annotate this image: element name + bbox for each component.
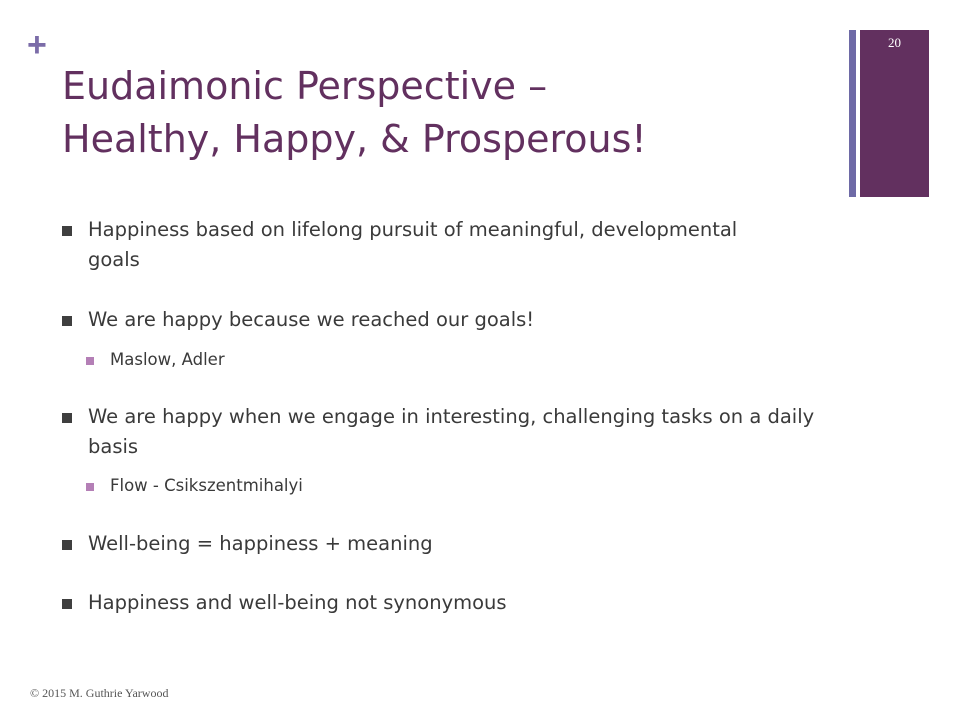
bullet-item: We are happy because we reached our goals! [88,308,535,331]
title-line-1: Eudaimonic Perspective – [62,64,548,108]
bullet-marker [62,316,72,326]
bullet-item: Happiness based on lifelong pursuit of meaningful, developmental goals [88,218,738,271]
page-number: 20 [888,35,901,50]
bullet-marker [62,226,72,236]
bullet-marker [62,540,72,550]
decorative-accent-bar [860,30,929,197]
bullet-item: Well-being = happiness + meaning [88,532,433,555]
bullet-marker [62,413,72,423]
plus-icon: + [27,26,47,64]
sub-bullet-marker [86,483,94,491]
bullet-item: Happiness and well-being not synonymous [88,591,507,614]
bullet-item: We are happy when we engage in interesting, challenging tasks on a daily basis [88,405,815,458]
sub-bullet-item: Flow - Csikszentmihalyi [110,476,303,495]
sub-bullet-item: Maslow, Adler [110,350,225,369]
decorative-thin-bar [849,30,856,197]
copyright-footer: © 2015 M. Guthrie Yarwood [30,686,169,700]
title-line-2: Healthy, Happy, & Prosperous! [62,117,647,161]
slide-title [62,60,822,166]
bullet-marker [62,599,72,609]
sub-bullet-marker [86,357,94,365]
